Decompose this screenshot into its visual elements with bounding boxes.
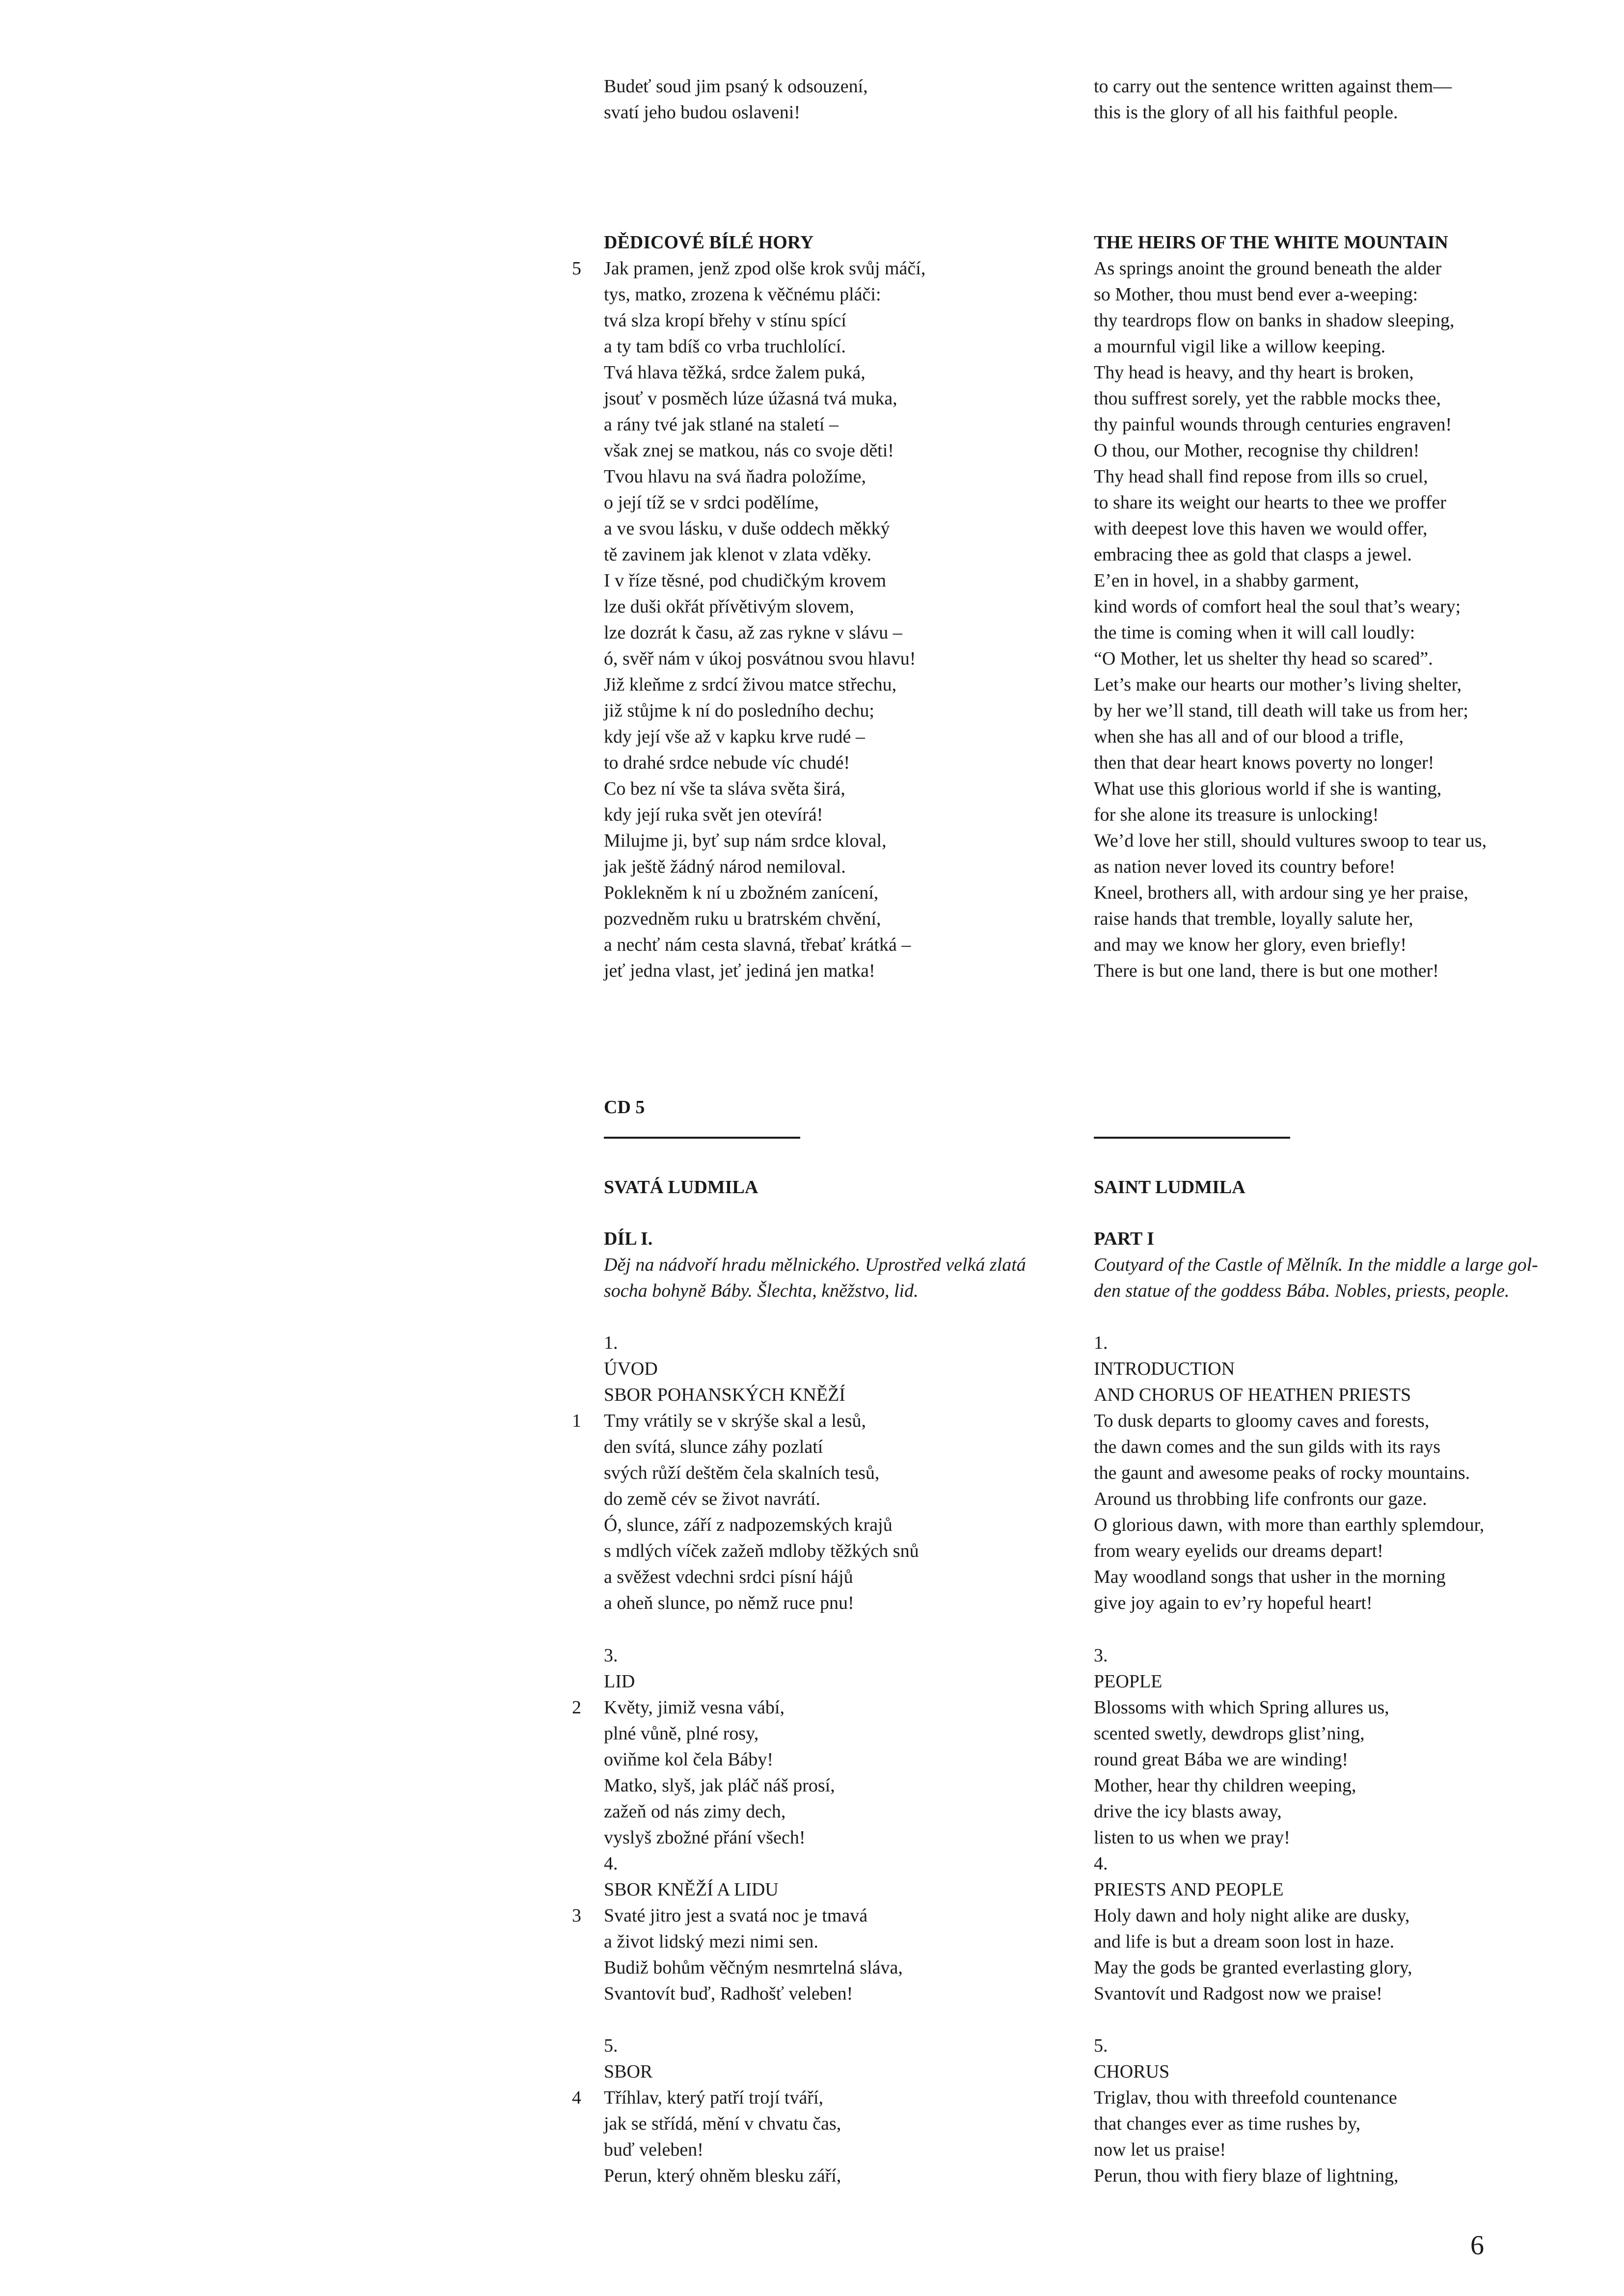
verse-line: den svítá, slunce záhy pozlatí bbox=[604, 1437, 823, 1457]
poem-title: THE HEIRS OF THE WHITE MOUNTAIN bbox=[1094, 232, 1448, 253]
verse-line: the gaunt and awesome peaks of rocky mountains. bbox=[1094, 1463, 1470, 1483]
track-number: 1 bbox=[572, 1411, 581, 1431]
text-line: to carry out the sentence written against them— bbox=[1094, 76, 1452, 97]
verse-line: kdy její vše až v kapku krve rudé – bbox=[604, 726, 865, 747]
verse-line: a oheň slunce, po němž ruce pnu! bbox=[604, 1593, 854, 1613]
track-number: 4 bbox=[572, 2087, 581, 2108]
section-heading: SBOR bbox=[604, 2061, 653, 2082]
verse-line: for she alone its treasure is unlocking! bbox=[1094, 804, 1379, 825]
verse-line: E’en in hovel, in a shabby garment, bbox=[1094, 570, 1359, 591]
verse-line: thy teardrops flow on banks in shadow sleeping, bbox=[1094, 310, 1455, 331]
verse-line: embracing thee as gold that clasps a jewel. bbox=[1094, 544, 1412, 565]
verse-line: vyslyš zbožné přání všech! bbox=[604, 1827, 806, 1848]
verse-line: by her we’ll stand, till death will take us from her; bbox=[1094, 700, 1468, 721]
verse-line: Blossoms with which Spring allures us, bbox=[1094, 1697, 1389, 1718]
part-heading: DÍL I. bbox=[604, 1228, 653, 1249]
section-heading: 3. bbox=[1094, 1645, 1108, 1666]
verse-line: thou suffrest sorely, yet the rabble mocks thee, bbox=[1094, 388, 1441, 409]
text-line: Budeť soud jim psaný k odsouzení, bbox=[604, 76, 868, 97]
verse-line: a život lidský mezi nimi sen. bbox=[604, 1931, 818, 1952]
verse-line: with deepest love this haven we would offer, bbox=[1094, 518, 1428, 539]
section-heading: 1. bbox=[1094, 1333, 1108, 1353]
verse-line: Co bez ní vše ta sláva světa širá, bbox=[604, 778, 845, 799]
verse-line: raise hands that tremble, loyally salute her, bbox=[1094, 908, 1413, 929]
verse-line: Svantovít buď, Radhošť veleben! bbox=[604, 1983, 853, 2004]
verse-line: May the gods be granted everlasting glory, bbox=[1094, 1957, 1412, 1978]
verse-line: jsouť v posměch lúze úžasná tvá muka, bbox=[604, 388, 897, 409]
verse-line: from weary eyelids our dreams depart! bbox=[1094, 1541, 1383, 1561]
verse-line: round great Bába we are winding! bbox=[1094, 1749, 1349, 1770]
verse-line: then that dear heart knows poverty no longer! bbox=[1094, 752, 1435, 773]
verse-line: Thy head is heavy, and thy heart is broken, bbox=[1094, 362, 1414, 383]
verse-line: to share its weight our hearts to thee we proffer bbox=[1094, 492, 1446, 513]
section-heading: 4. bbox=[1094, 1853, 1108, 1874]
verse-line: Květy, jimiž vesna vábí, bbox=[604, 1697, 785, 1718]
section-heading: PRIESTS AND PEOPLE bbox=[1094, 1879, 1284, 1900]
verse-line: ó, svěř nám v úkoj posvátnou svou hlavu! bbox=[604, 648, 916, 669]
verse-line: To dusk departs to gloomy caves and forests, bbox=[1094, 1411, 1430, 1431]
verse-line: Perun, thou with fiery blaze of lightning, bbox=[1094, 2165, 1399, 2186]
verse-line: buď veleben! bbox=[604, 2139, 704, 2160]
text-line: svatí jeho budou oslaveni! bbox=[604, 102, 800, 123]
verse-line: now let us praise! bbox=[1094, 2139, 1226, 2160]
verse-line: What use this glorious world if she is wanting, bbox=[1094, 778, 1442, 799]
verse-line: Svantovít und Radgost now we praise! bbox=[1094, 1983, 1382, 2004]
verse-line: kdy její ruka svět jen otevírá! bbox=[604, 804, 823, 825]
verse-line: do země cév se život navrátí. bbox=[604, 1489, 821, 1509]
section-rule bbox=[1094, 1137, 1290, 1139]
section-heading: SBOR KNĚŽÍ A LIDU bbox=[604, 1879, 779, 1900]
verse-line: tys, matko, zrozena k věčnému pláči: bbox=[604, 284, 881, 305]
verse-line: plné vůně, plné rosy, bbox=[604, 1723, 759, 1744]
verse-line: so Mother, thou must bend ever a-weeping: bbox=[1094, 284, 1418, 305]
verse-line: that changes ever as time rushes by, bbox=[1094, 2113, 1361, 2134]
verse-line: jeť jedna vlast, jeť jediná jen matka! bbox=[604, 961, 875, 981]
verse-line: as nation never loved its country before! bbox=[1094, 856, 1396, 877]
verse-line: the time is coming when it will call loudly: bbox=[1094, 622, 1415, 643]
verse-line: a ve svou lásku, v duše oddech měkký bbox=[604, 518, 890, 539]
verse-line: již stůjme k ní do posledního dechu; bbox=[604, 700, 874, 721]
cd-label: CD 5 bbox=[604, 1097, 645, 1118]
verse-line: Milujme ji, byť sup nám srdce kloval, bbox=[604, 830, 887, 851]
section-heading: LID bbox=[604, 1671, 635, 1692]
section-heading: 4. bbox=[604, 1853, 618, 1874]
verse-line: scented swetly, dewdrops glist’ning, bbox=[1094, 1723, 1365, 1744]
verse-line: O thou, our Mother, recognise thy children! bbox=[1094, 440, 1420, 461]
verse-line: when she has all and of our blood a trifle, bbox=[1094, 726, 1404, 747]
verse-line: As springs anoint the ground beneath the alder bbox=[1094, 258, 1442, 279]
track-number: 3 bbox=[572, 1905, 581, 1926]
verse-line: kind words of comfort heal the soul that’s weary; bbox=[1094, 596, 1461, 617]
verse-line: Around us throbbing life confronts our gaze. bbox=[1094, 1489, 1427, 1509]
verse-line: a ty tam bdíš co vrba truchlolící. bbox=[604, 336, 846, 357]
verse-line: Matko, slyš, jak pláč náš prosí, bbox=[604, 1775, 835, 1796]
verse-line: listen to us when we pray! bbox=[1094, 1827, 1290, 1848]
verse-line: Tvou hlavu na svá ňadra položíme, bbox=[604, 466, 866, 487]
verse-line: o její tíž se v srdci podělíme, bbox=[604, 492, 819, 513]
section-heading: INTRODUCTION bbox=[1094, 1359, 1235, 1379]
verse-line: jak ještě žádný národ nemiloval. bbox=[604, 856, 846, 877]
verse-line: I v říze těsné, pod chudičkým krovem bbox=[604, 570, 887, 591]
section-heading: CHORUS bbox=[1094, 2061, 1170, 2082]
verse-line: and life is but a dream soon lost in haze. bbox=[1094, 1931, 1395, 1952]
verse-line: tvá slza kropí břehy v stínu spící bbox=[604, 310, 846, 331]
text-line: this is the glory of all his faithful people. bbox=[1094, 102, 1398, 123]
verse-line: O glorious dawn, with more than earthly splemdour, bbox=[1094, 1515, 1485, 1535]
verse-line: a svěžest vdechni srdci písní hájů bbox=[604, 1567, 853, 1587]
verse-line: a mournful vigil like a willow keeping. bbox=[1094, 336, 1386, 357]
verse-line: There is but one land, there is but one mother! bbox=[1094, 961, 1439, 981]
section-heading: ÚVOD bbox=[604, 1359, 658, 1379]
verse-line: Mother, hear thy children weeping, bbox=[1094, 1775, 1356, 1796]
stage-direction: socha bohyně Báby. Šlechta, kněžstvo, lid. bbox=[604, 1281, 919, 1301]
verse-line: Ó, slunce, září z nadpozemských krajů bbox=[604, 1515, 893, 1535]
verse-line: pozvedněm ruku u bratrském chvění, bbox=[604, 908, 881, 929]
verse-line: Svaté jitro jest a svatá noc je tmavá bbox=[604, 1905, 868, 1926]
track-number: 2 bbox=[572, 1697, 581, 1718]
work-title: SAINT LUDMILA bbox=[1094, 1177, 1245, 1198]
verse-line: drive the icy blasts away, bbox=[1094, 1801, 1282, 1822]
verse-line: to drahé srdce nebude víc chudé! bbox=[604, 752, 850, 773]
verse-line: Již kleňme z srdcí živou matce střechu, bbox=[604, 674, 897, 695]
verse-line: give joy again to ev’ry hopeful heart! bbox=[1094, 1593, 1373, 1613]
work-title: SVATÁ LUDMILA bbox=[604, 1177, 758, 1198]
section-heading: 3. bbox=[604, 1645, 618, 1666]
verse-line: lze dozrát k času, až zas rykne v slávu – bbox=[604, 622, 902, 643]
section-heading: 5. bbox=[1094, 2035, 1108, 2056]
verse-line: May woodland songs that usher in the morning bbox=[1094, 1567, 1446, 1587]
verse-line: thy painful wounds through centuries engraven! bbox=[1094, 414, 1452, 435]
verse-line: Perun, který ohněm blesku září, bbox=[604, 2165, 841, 2186]
section-heading: AND CHORUS OF HEATHEN PRIESTS bbox=[1094, 1385, 1411, 1405]
section-rule bbox=[604, 1137, 800, 1139]
verse-line: Holy dawn and holy night alike are dusky, bbox=[1094, 1905, 1410, 1926]
part-heading: PART I bbox=[1094, 1228, 1154, 1249]
verse-line: a rány tvé jak stlané na staletí – bbox=[604, 414, 839, 435]
stage-direction: Děj na nádvoří hradu mělnického. Uprostřed velká zlatá bbox=[604, 1255, 1026, 1275]
section-heading: 5. bbox=[604, 2035, 618, 2056]
verse-line: jak se střídá, mění v chvatu čas, bbox=[604, 2113, 841, 2134]
verse-line: We’d love her still, should vultures swoop to tear us, bbox=[1094, 830, 1487, 851]
poem-title: DĚDICOVÉ BÍLÉ HORY bbox=[604, 232, 814, 253]
verse-line: and may we know her glory, even briefly! bbox=[1094, 934, 1407, 955]
verse-line: svých růží deštěm čela skalních tesů, bbox=[604, 1463, 880, 1483]
verse-line: Tříhlav, který patří trojí tváří, bbox=[604, 2087, 824, 2108]
verse-line: však znej se matkou, nás co svoje děti! bbox=[604, 440, 894, 461]
verse-line: Tvá hlava těžká, srdce žalem puká, bbox=[604, 362, 866, 383]
section-heading: PEOPLE bbox=[1094, 1671, 1163, 1692]
stage-direction: Coutyard of the Castle of Mělník. In the middle a large gol- bbox=[1094, 1255, 1538, 1275]
verse-line: Tmy vrátily se v skrýše skal a lesů, bbox=[604, 1411, 866, 1431]
verse-line: Jak pramen, jenž zpod olše krok svůj máčí, bbox=[604, 258, 926, 279]
section-heading: SBOR POHANSKÝCH KNĚŽÍ bbox=[604, 1385, 845, 1405]
verse-line: s mdlých víček zažeň mdloby těžkých snů bbox=[604, 1541, 919, 1561]
verse-line: Kneel, brothers all, with ardour sing ye her praise, bbox=[1094, 882, 1468, 903]
verse-line: a nechť nám cesta slavná, třebať krátká – bbox=[604, 934, 911, 955]
verse-line: oviňme kol čela Báby! bbox=[604, 1749, 774, 1770]
stage-direction: den statue of the goddess Bába. Nobles, priests, people. bbox=[1094, 1281, 1510, 1301]
verse-line: Poklekněm k ní u zbožném zanícení, bbox=[604, 882, 879, 903]
section-heading: 1. bbox=[604, 1333, 618, 1353]
verse-line: “O Mother, let us shelter thy head so scared”. bbox=[1094, 648, 1433, 669]
verse-line: Budiž bohům věčným nesmrtelná sláva, bbox=[604, 1957, 903, 1978]
verse-line: Let’s make our hearts our mother’s living shelter, bbox=[1094, 674, 1462, 695]
verse-line: the dawn comes and the sun gilds with its rays bbox=[1094, 1437, 1441, 1457]
verse-line: tě zavinem jak klenot v zlata vděky. bbox=[604, 544, 872, 565]
page-number: 6 bbox=[1470, 2230, 1484, 2261]
verse-line: Triglav, thou with threefold countenance bbox=[1094, 2087, 1397, 2108]
verse-line: Thy head shall find repose from ills so cruel, bbox=[1094, 466, 1428, 487]
verse-line: lze duši okřát přívětivým slovem, bbox=[604, 596, 854, 617]
verse-line: zažeň od nás zimy dech, bbox=[604, 1801, 786, 1822]
track-number: 5 bbox=[572, 258, 581, 279]
